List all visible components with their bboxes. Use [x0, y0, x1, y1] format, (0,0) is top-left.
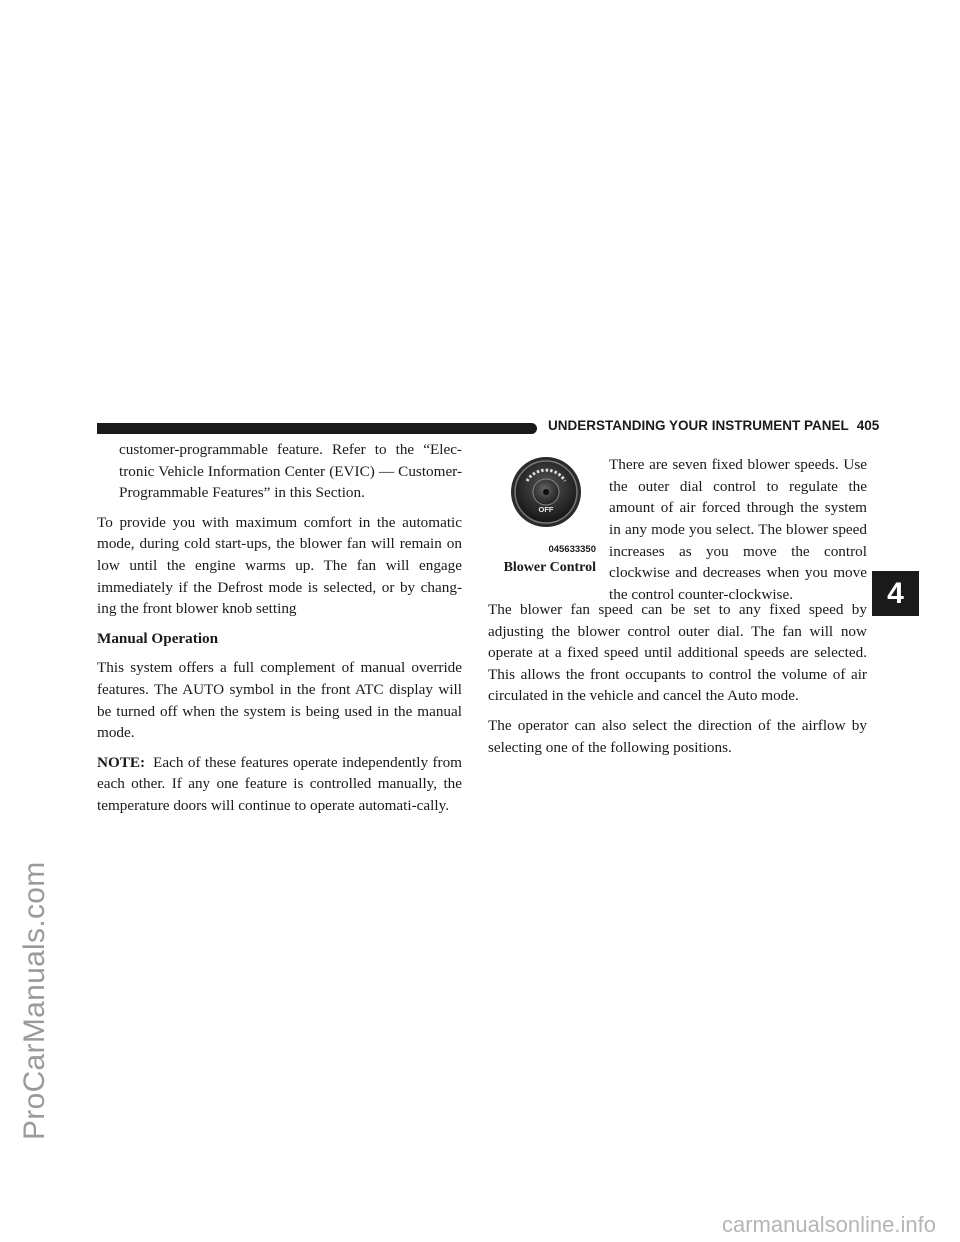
chapter-tab: 4 — [872, 571, 919, 616]
airflow-direction-paragraph: The operator can also select the direction of the airflow by selecting one of the following positions. — [488, 716, 867, 756]
manual-operation-paragraph: This system offers a full complement of manual override features. The AUTO symbol in the front ATC display will be turned off when the system is being used in the manual mode. — [97, 659, 462, 742]
blower-speeds-paragraph-block — [609, 439, 867, 621]
left-column — [97, 439, 462, 825]
header-bar — [97, 423, 537, 434]
note-paragraph — [97, 752, 462, 817]
fixed-speed-paragraph: The blower fan speed can be set to any fixed speed by adjusting the blower control outer dial. The fan will now operate at a fixed speed until additional speeds are selected. This allows the front occupants to control the volume of air circulated in the vehicle and cancel the Auto mode. — [488, 601, 867, 705]
figure-code: 045633350 — [548, 544, 596, 555]
side-watermark: ProCarManuals.com — [18, 861, 51, 1140]
knob-off-label: OFF — [538, 505, 554, 514]
note-label: NOTE: — [97, 753, 146, 771]
continuation-paragraph: customer-programmable feature. Refer to the “Elec-tronic Vehicle Information Center (EVIC) — Customer-Programmable Features” in this Section. — [119, 441, 462, 502]
manual-operation-heading: Manual Operation — [97, 629, 219, 647]
figure-caption: Blower Control — [503, 560, 596, 575]
section-title: UNDERSTANDING YOUR INSTRUMENT PANEL — [548, 418, 849, 433]
blower-speeds-paragraph: There are seven fixed blower speeds. Use the outer dial control to regulate the amount of air forced through the system in any mode you select. The blower speed increases as you move the control clockwise and decreases when you move the control counter-clockwise. — [609, 456, 867, 603]
note-text: Each of these features operate independently from each other. If any one feature is controlled manually, the temperature doors will continue to operate automati-cally. — [97, 753, 462, 814]
page-header — [548, 418, 879, 433]
auto-mode-paragraph: To provide you with maximum comfort in the automatic mode, during cold start-ups, the blower fan will remain on low until the engine warms up. The fan will engage immediately if the Defrost mode is selected, or by chang-ing the front blower knob setting — [97, 513, 462, 618]
blower-control-knob-icon — [510, 456, 582, 528]
footer-watermark: carmanualsonline.info — [721, 1212, 936, 1237]
page-number: 405 — [856, 418, 880, 433]
blower-control-figure — [492, 440, 600, 580]
right-column — [488, 599, 867, 766]
